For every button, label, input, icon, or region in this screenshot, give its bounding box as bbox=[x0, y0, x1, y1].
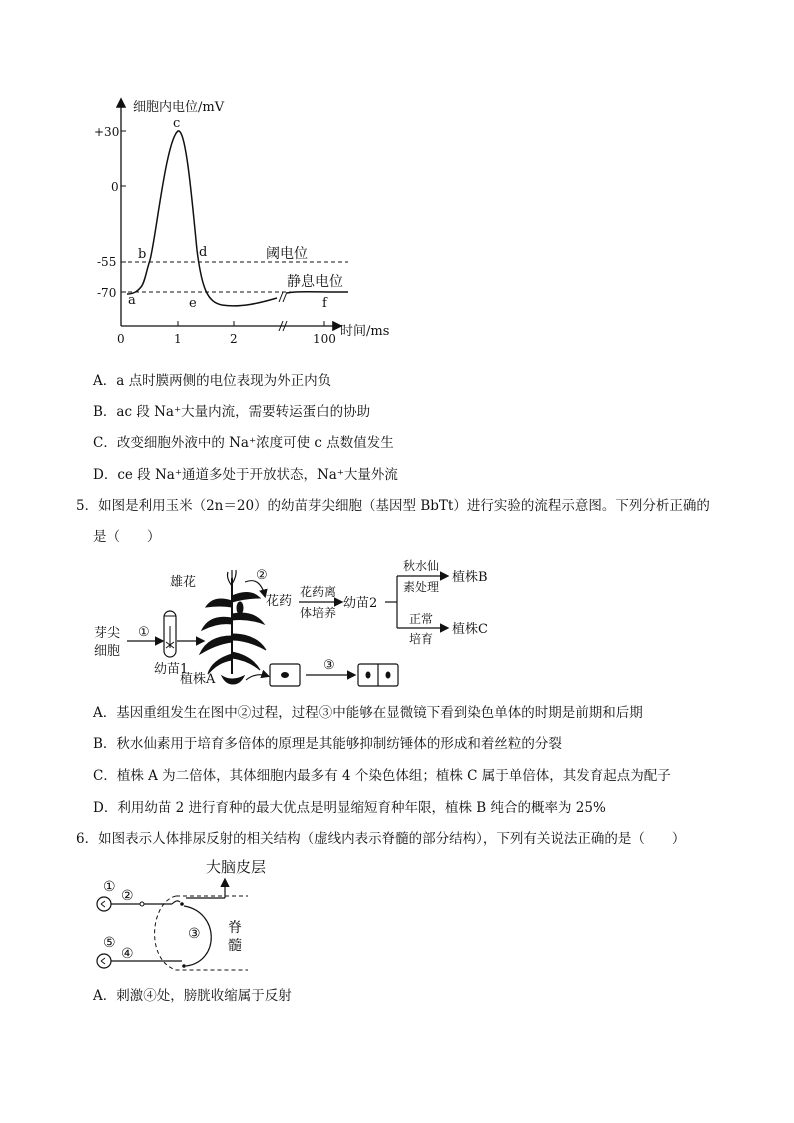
action-potential-graph bbox=[0, 0, 794, 370]
q5-option-c: C．植株 A 为二倍体，其体细胞内最多有 4 个染色体组；植株 C 属于单倍体，其发育起点为配子 bbox=[93, 768, 671, 784]
point-c: c bbox=[173, 116, 181, 131]
threshold-label: 阈电位 bbox=[266, 246, 308, 262]
y-axis-label: 细胞内电位/mV bbox=[133, 100, 225, 115]
q5-stem-line1: 5．如图是利用玉米（2n＝20）的幼苗芽尖细胞（基因型 BbTt）进行实验的流程示意图。下列分析正确的 bbox=[76, 498, 710, 514]
point-f: f bbox=[322, 296, 327, 311]
y-tick-30: +30 bbox=[94, 125, 120, 139]
q4-option-a: A．a 点时膜两侧的电位表现为外正内负 bbox=[93, 373, 332, 389]
point-a: a bbox=[128, 293, 136, 308]
spinal-label-1: 脊 bbox=[228, 920, 242, 936]
q5-stem-line2: 是（ ） bbox=[93, 529, 161, 545]
x-axis-label: 时间/ms bbox=[340, 324, 390, 339]
cortex-label: 大脑皮层 bbox=[206, 858, 267, 876]
normal-bottom: 培育 bbox=[409, 632, 434, 646]
q6-option-a: A．刺激④处，膀胱收缩属于反射 bbox=[93, 988, 292, 1004]
q4-option-c: C．改变细胞外液中的 Na⁺浓度可使 c 点数值发生 bbox=[93, 435, 394, 451]
label-3: ③ bbox=[188, 926, 201, 942]
label-2: ② bbox=[121, 888, 134, 904]
step-1-label: ① bbox=[138, 625, 150, 640]
q5-option-b: B．秋水仙素用于培育多倍体的原理是其能够抑制纺锤体的形成和着丝粒的分裂 bbox=[93, 736, 562, 752]
cell-icon bbox=[270, 664, 300, 686]
resting-label: 静息电位 bbox=[287, 274, 343, 290]
test-tube-icon bbox=[164, 611, 176, 657]
q5-option-d: D．利用幼苗 2 进行育种的最大优点是明显缩短育种年限，植株 B 纯合的概率为 25% bbox=[93, 800, 606, 816]
normal-top: 正常 bbox=[409, 612, 434, 626]
x-tick-0: 0 bbox=[117, 332, 125, 346]
y-tick-70: -70 bbox=[97, 286, 117, 300]
q4-option-d: D．ce 段 Na⁺通道多处于开放状态，Na⁺大量外流 bbox=[93, 467, 398, 483]
label-1: ① bbox=[103, 879, 116, 895]
bud-cell-label-2: 细胞 bbox=[94, 644, 121, 659]
x-tick-1: 1 bbox=[174, 332, 182, 346]
male-flower-label: 雄花 bbox=[170, 575, 197, 590]
q4-option-b: B．ac 段 Na⁺大量内流，需要转运蛋白的协助 bbox=[93, 404, 371, 420]
colchicine-top: 秋水仙 bbox=[403, 559, 440, 573]
step-3-label: ③ bbox=[323, 658, 335, 673]
y-tick-0: 0 bbox=[111, 180, 119, 194]
point-e: e bbox=[189, 296, 197, 311]
anther-culture-bottom: 体培养 bbox=[300, 606, 337, 620]
bud-cell-label-1: 芽尖 bbox=[94, 626, 121, 641]
maize-breeding-diagram bbox=[0, 556, 794, 696]
seedling2-label: 幼苗2 bbox=[343, 596, 378, 611]
divided-cells-icon bbox=[358, 664, 398, 686]
q5-option-a: A．基因重组发生在图中②过程，过程③中能够在显微镜下看到染色单体的时期是前期和后期 bbox=[93, 705, 643, 721]
colchicine-bottom: 素处理 bbox=[403, 580, 440, 594]
spinal-label-2: 髓 bbox=[228, 938, 242, 954]
anther-label: 花药 bbox=[266, 594, 293, 609]
anther-culture-top: 花药离 bbox=[300, 585, 337, 599]
maize-plant-icon bbox=[200, 570, 266, 684]
label-5: ⑤ bbox=[103, 935, 116, 951]
point-b: b bbox=[138, 247, 147, 262]
q6-stem: 6．如图表示人体排尿反射的相关结构（虚线内表示脊髓的部分结构），下列有关说法正确的是（ ） bbox=[76, 831, 686, 847]
plant-a-label: 植株A bbox=[180, 672, 216, 687]
x-tick-2: 2 bbox=[230, 332, 238, 346]
step-2-label: ② bbox=[256, 568, 268, 583]
x-tick-100: 100 bbox=[313, 332, 336, 346]
reflex-arc-diagram bbox=[0, 852, 794, 982]
plant-b-label: 植株B bbox=[452, 570, 488, 585]
point-d: d bbox=[199, 245, 208, 260]
seedling1-label: 幼苗1 bbox=[154, 662, 189, 677]
receptor-icon bbox=[97, 897, 111, 911]
plant-c-label: 植株C bbox=[452, 622, 488, 637]
label-4: ④ bbox=[121, 946, 134, 962]
effector-icon bbox=[97, 954, 111, 968]
y-tick-55: -55 bbox=[97, 255, 117, 269]
